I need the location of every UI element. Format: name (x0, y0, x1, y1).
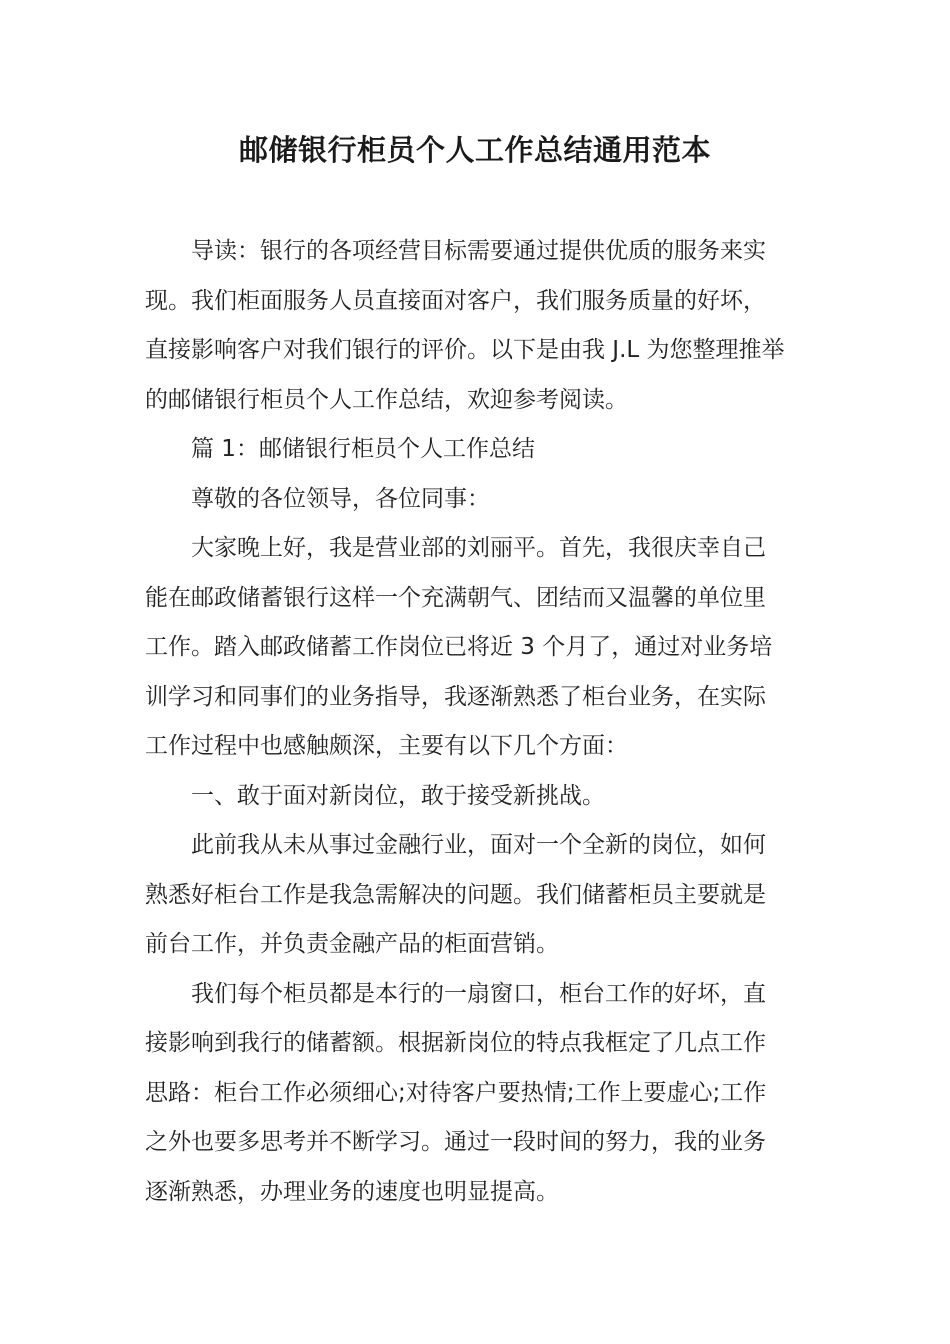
document-title: 邮储银行柜员个人工作总结通用范本 (238, 133, 711, 167)
paragraph-intro (145, 227, 805, 425)
text-line: 现。我们柜面服务人员直接面对客户，我们服务质量的好坏， (145, 287, 766, 314)
text-line: 接影响到我行的储蓄额。根据新岗位的特点我框定了几点工作 (145, 1030, 766, 1056)
text-line: 尊敬的各位领导，各位同事： (191, 485, 490, 512)
paragraph-opening (145, 524, 805, 772)
paragraph-approach (145, 970, 805, 1218)
paragraph-background (145, 821, 805, 970)
text-line: 此前我从未从事过金融行业，面对一个全新的岗位，如何 (191, 832, 766, 858)
text-line: 导读：银行的各项经营目标需要通过提供优质的服务来实 (191, 238, 766, 264)
paragraph-greeting (145, 475, 805, 525)
text-line: 能在邮政储蓄银行这样一个充满朝气、团结而又温馨的单位里 (145, 584, 766, 611)
text-line: 训学习和同事们的业务指导，我逐渐熟悉了柜台业务，在实际 (145, 683, 766, 710)
text-line: 前台工作，并负责金融产品的柜面营销。 (145, 931, 559, 957)
text-line: 工作。踏入邮政储蓄工作岗位已将近 3 个月了，通过对业务培 (145, 634, 773, 660)
text-line: 一、敢于面对新岗位，敢于接受新挑战。 (191, 782, 605, 809)
text-line: 直接影响客户对我们银行的评价。以下是由我 J.L 为您整理推举 (145, 337, 785, 363)
text-line: 的邮储银行柜员个人工作总结，欢迎参考阅读。 (145, 386, 628, 413)
document-body (145, 227, 805, 1217)
text-line: 思路：柜台工作必须细心;对待客户要热情;工作上要虚心;工作 (145, 1079, 767, 1106)
text-line: 大家晚上好，我是营业部的刘丽平。首先，我很庆幸自己 (191, 535, 766, 561)
text-line: 逐渐熟悉，办理业务的速度也明显提高。 (145, 1178, 559, 1205)
paragraph-section-heading (145, 425, 805, 475)
text-line: 工作过程中也感触颇深，主要有以下几个方面： (145, 733, 628, 759)
text-line: 熟悉好柜台工作是我急需解决的问题。我们储蓄柜员主要就是 (145, 881, 766, 908)
text-line: 之外也要多思考并不断学习。通过一段时间的努力，我的业务 (145, 1129, 766, 1155)
text-line: 我们每个柜员都是本行的一扇窗口，柜台工作的好坏，直 (191, 980, 766, 1007)
text-line: 篇 1：邮储银行柜员个人工作总结 (191, 436, 535, 462)
paragraph-point-one (145, 772, 805, 822)
